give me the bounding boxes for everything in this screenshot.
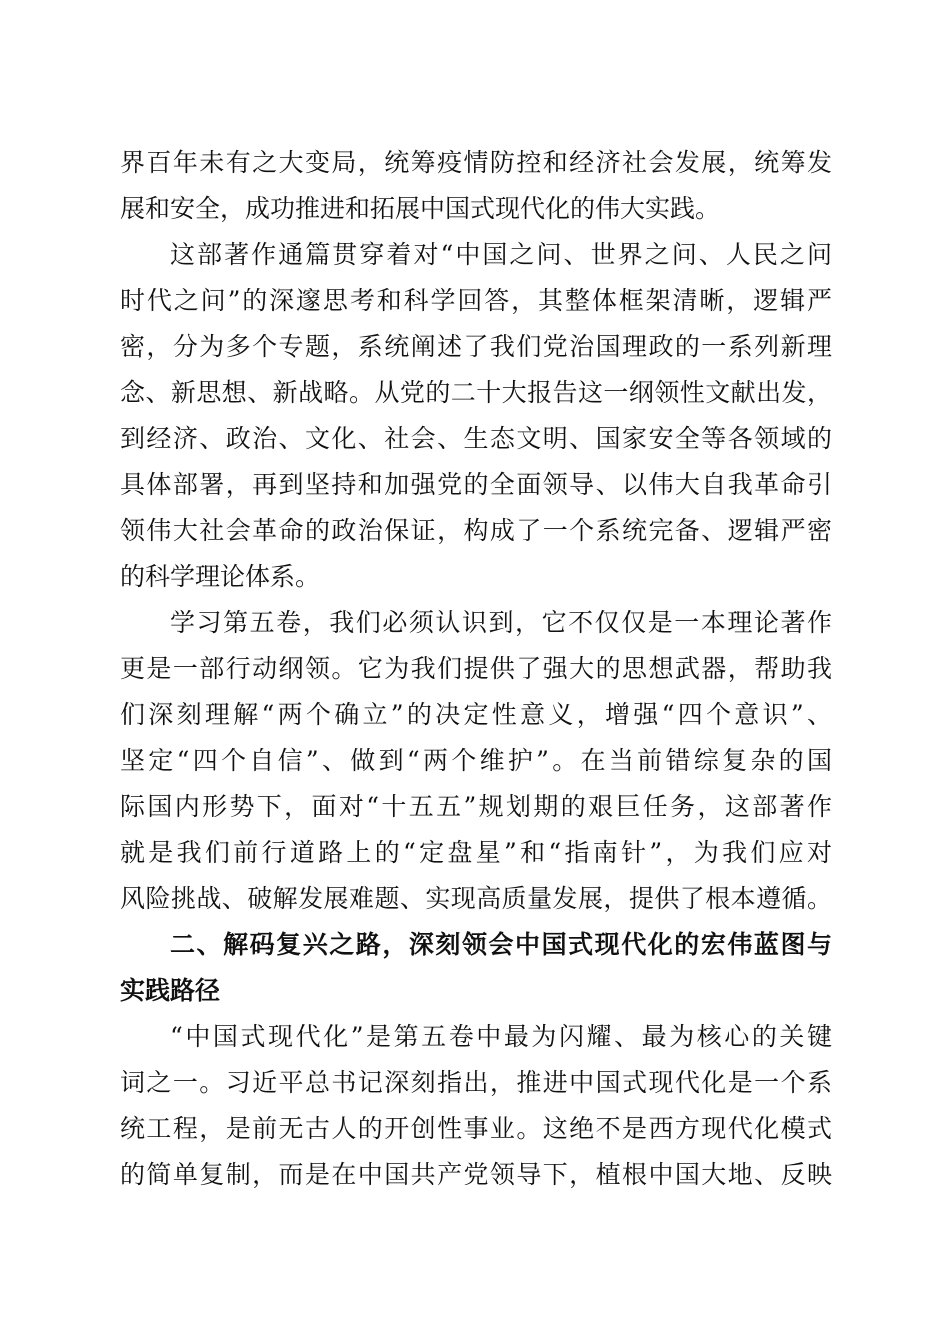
text-line: 密，分为多个专题，系统阐述了我们党治国理政的一系列新理 bbox=[120, 332, 832, 361]
text-line: 念、新思想、新战略。从党的二十大报告这一纲领性文献出发， bbox=[120, 378, 832, 407]
section-heading: 二、解码复兴之路，深刻领会中国式现代化的宏伟蓝图与 bbox=[170, 930, 832, 959]
text-line: 的科学理论体系。 bbox=[120, 562, 321, 591]
paragraph-first-line: 这部著作通篇贯穿着对“中国之问、世界之问、人民之问 bbox=[170, 240, 832, 269]
text-line: 坚定“四个自信”、做到“两个维护”。在当前错综复杂的国 bbox=[120, 746, 832, 775]
text-line: 风险挑战、破解发展难题、实现高质量发展，提供了根本遵循。 bbox=[120, 884, 832, 913]
text-line: 们深刻理解“两个确立”的决定性意义，增强“四个意识”、 bbox=[120, 700, 832, 729]
text-line: 展和安全，成功推进和拓展中国式现代化的伟大实践。 bbox=[120, 194, 721, 223]
text-line: 领伟大社会革命的政治保证，构成了一个系统完备、逻辑严密 bbox=[120, 516, 832, 545]
text-line: 时代之问”的深邃思考和科学回答，其整体框架清晰，逻辑严 bbox=[120, 286, 832, 315]
text-line: 更是一部行动纲领。它为我们提供了强大的思想武器，帮助我 bbox=[120, 654, 832, 683]
text-line: 际国内形势下，面对“十五五”规划期的艰巨任务，这部著作 bbox=[120, 792, 832, 821]
paragraph-first-line: “中国式现代化”是第五卷中最为闪耀、最为核心的关键 bbox=[170, 1022, 832, 1051]
text-line: 到经济、政治、文化、社会、生态文明、国家安全等各领域的 bbox=[120, 424, 832, 453]
paragraph-first-line: 学习第五卷，我们必须认识到，它不仅仅是一本理论著作 bbox=[170, 608, 832, 637]
text-line: 具体部署，再到坚持和加强党的全面领导、以伟大自我革命引 bbox=[120, 470, 832, 499]
text-line: 界百年未有之大变局，统筹疫情防控和经济社会发展，统筹发 bbox=[120, 148, 832, 177]
text-line: 统工程，是前无古人的开创性事业。这绝不是西方现代化模式 bbox=[120, 1114, 832, 1143]
text-line: 的简单复制，而是在中国共产党领导下，植根中国大地、反映 bbox=[120, 1160, 832, 1189]
text-line: 就是我们前行道路上的“定盘星”和“指南针”，为我们应对 bbox=[120, 838, 832, 867]
text-line: 词之一。习近平总书记深刻指出，推进中国式现代化是一个系 bbox=[120, 1068, 832, 1097]
section-heading-continued: 实践路径 bbox=[120, 976, 221, 1005]
